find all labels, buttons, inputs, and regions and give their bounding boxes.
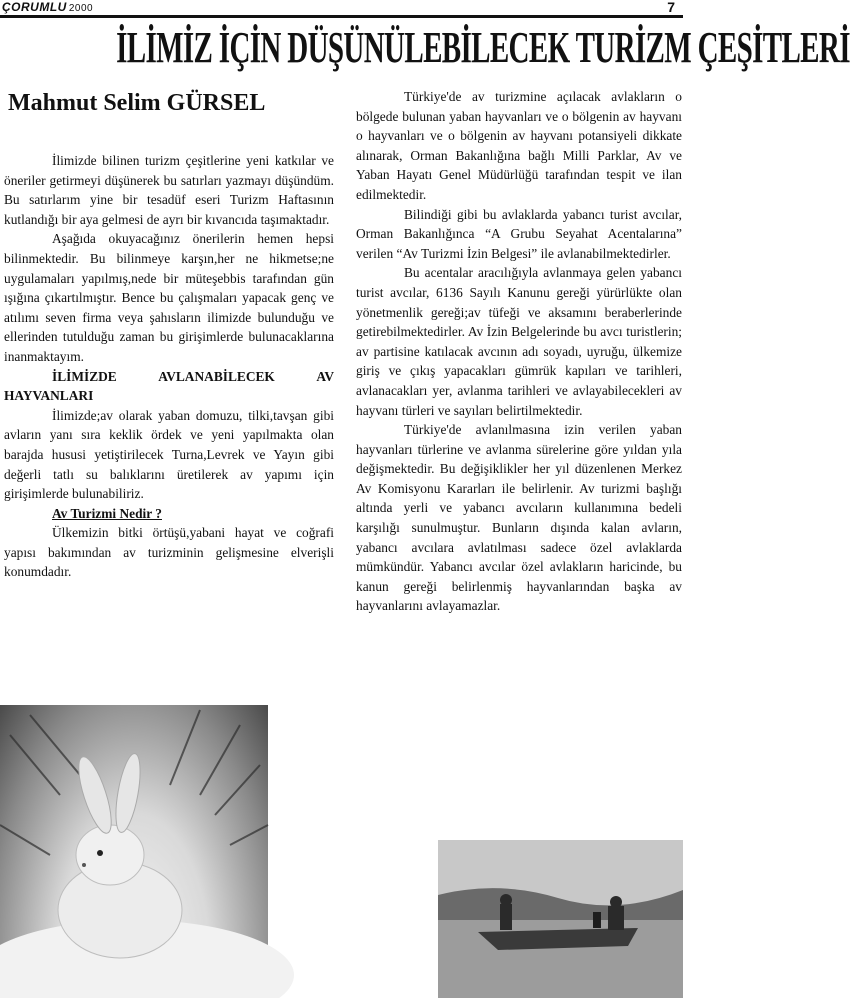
right-paragraph-4: Türkiye'de avlanılmasına izin verilen yaban hayvanları türlerine ve avlanma sürelerine göre yıldan yıla değişmektedir. Bu değişiklikler her yıl düzenlenen Merkez Av Komisyonu Kararları ile belirlenir. Av turizmi başlığı altında yerli ve yabancı avcıların kullanımına bedeli karşılığı sunulmuştur. Bunların dışında kalan avların, yabancı avcılara avlatılması sadece özel avlaklarda mümkündür. Yabancı avcılar özel avlakların haricinde, bu kanun gereği belirlenmiş hayvanlarından başka av hayvanlarını avlayamazlar. — [356, 422, 682, 614]
author-byline: Mahmut Selim GÜRSEL — [8, 90, 266, 116]
masthead — [2, 0, 93, 14]
left-column — [4, 151, 334, 582]
article-headline: İLİMİZ İÇİN DÜŞÜNÜLEBİLECEK TURİZM ÇEŞİTLERİ — [116, 23, 850, 72]
masthead-title: ÇORUMLU — [2, 0, 67, 14]
right-paragraph-1: Türkiye'de av turizmine açılacak avlakların o bölgede bulunan yaban hayvanları ve o bölgenin av hayvanı o hayvanları ve o bölgenin av hayvanı potansiyeli dikkate alınarak, Orman Bakanlığına bağlı Milli Parklar, Av ve Yaban Hayatı Genel Müdürlüğü tarafından tespit ve ilan edilmektedir. — [356, 89, 682, 202]
right-paragraph-3: Bu acentalar aracılığıyla avlanmaya gelen yabancı turist avcılar, 6136 Sayılı Kanunu gereği yürürlükte olan yönetmenlik gereği;av tüfeği ve aksamını beraberlerinde getirebilmektedirler. Av İzin Belgelerinde bu avcı turistlerin; av partisine katılacak avcının adı soyadı, uyruğu, ülkemize giriş ve çıkış yapacakları gümrük kapıları ve tarihleri, avlanacakları yer, avlanma tarihleri ve avlayabilecekleri av hayvanı türleri ve sayıları belirtilmektedir. — [356, 265, 682, 418]
left-paragraph-4: Ülkemizin bitki örtüşü,yabani hayat ve coğrafi yapısı bakımından av turizminin gelişmesine elverişli konumdadır. — [4, 525, 334, 580]
hunters-boat-photo — [438, 840, 683, 998]
right-paragraph-2: Bilindiği gibi bu avlaklarda yabancı turist avcılar, Orman Bakanlığınca “A Grubu Seyahat Acentalarına” verilen “Av Turizmi İzin Belgesi” ile avlanabilmektedirler. — [356, 206, 682, 261]
right-column — [356, 87, 682, 616]
left-paragraph-1: İlimizde bilinen turizm çeşitlerine yeni katkılar ve öneriler getirmeyi düşünerek bu satırları yazmayı düşündüm. Bu satırlarım yine bir tesadüf eseri Turizm Haftasının kutlandığı bir aya gelmesi de ayrı bir kıvancıda taşımaktadır. — [4, 153, 334, 227]
header-rule — [0, 15, 683, 18]
left-paragraph-2: Aşağıda okuyacağınız önerilerin hemen hepsi bilinmektedir. Bu bilinmeye karşın,her ne hikmetse;ne uygulamaları yapılmış,nede bir müteşebbis tarafından gün ışığına çıkartılmıştır. Bence bu çalışmaları yapacak genç ve atılımı seven firma veya şahısların ilimizde bulunduğu ve ellerinden tutulduğu zaman bu girişimlerde bulunacaklarına inanmaktayım. — [4, 231, 334, 364]
subheading-hunting-tourism: Av Turizmi Nedir ? — [52, 505, 162, 521]
subheading-hunting-animals: İLİMİZDE AVLANABİLECEK AV HAYVANLARI — [4, 368, 334, 404]
rabbit-photo — [0, 705, 268, 998]
boat-illustration — [438, 840, 683, 998]
left-paragraph-3: İlimizde;av olarak yaban domuzu, tilki,tavşan gibi avların yanı sıra keklik ördek ve yeni yapılmakta olan barajda hususi yetiştirilecek Turna,Levrek ve Yayın gibi değerli tatlı su balıklarını üretilerek av yapımı için girişimlerde bulunabiliriz. — [4, 407, 334, 502]
masthead-year: 2000 — [68, 3, 94, 14]
page-number: 7 — [667, 0, 675, 15]
rabbit-illustration — [0, 705, 268, 998]
